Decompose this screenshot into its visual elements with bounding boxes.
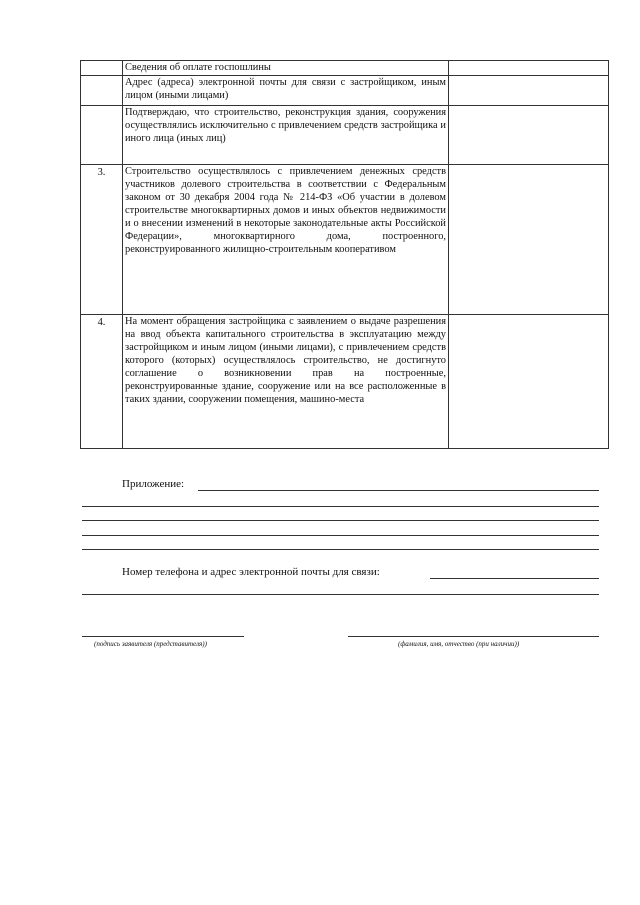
table-row	[81, 76, 609, 106]
applicant-signature-caption: (подпись заявителя (представителя))	[94, 640, 207, 648]
row-value-field[interactable]	[449, 61, 609, 76]
appendix-line-3[interactable]	[82, 520, 599, 521]
info-table	[80, 60, 609, 449]
row-number: 4.	[81, 315, 123, 449]
row-value-field[interactable]	[449, 106, 609, 165]
row-label: Строительство осуществлялось с привлечением денежных средств участников долевого строительства в соответствии с Федеральным законом от 30 декабря 2004 года № 214-ФЗ «Об участии в долевом строительстве многоквартирных домов и иных объектов недвижимости и о внесении изменений в некоторые законодательные акты Российской Федерации», многоквартирного дома, построенного, реконструированного жилищно-строительным кооперативом	[123, 165, 449, 315]
table-row	[81, 165, 609, 315]
applicant-signature-line[interactable]	[82, 636, 244, 637]
contact-input-line[interactable]	[430, 578, 599, 579]
contact-line-2[interactable]	[82, 594, 599, 595]
row-value-field[interactable]	[449, 165, 609, 315]
row-number	[81, 76, 123, 106]
table-row	[81, 315, 609, 449]
row-value-field[interactable]	[449, 76, 609, 106]
appendix-line-5[interactable]	[82, 549, 599, 550]
row-label: Сведения об оплате госпошлины	[123, 61, 449, 76]
applicant-name-line[interactable]	[348, 636, 599, 637]
appendix-label: Приложение:	[122, 478, 185, 490]
row-label: Подтверждаю, что строительство, реконструкция здания, сооружения осуществлялись исключительно с привлечением средств застройщика и иного лица (иных лиц)	[123, 106, 449, 165]
row-number	[81, 106, 123, 165]
row-label: Адрес (адреса) электронной почты для связи с застройщиком, иным лицом (иными лицами)	[123, 76, 449, 106]
table-row	[81, 61, 609, 76]
row-value-field[interactable]	[449, 315, 609, 449]
applicant-name-caption: (фамилия, имя, отчество (при наличии))	[398, 640, 520, 648]
contact-label: Номер телефона и адрес электронной почты для связи:	[122, 566, 380, 578]
appendix-input-line[interactable]	[198, 490, 599, 491]
row-number	[81, 61, 123, 76]
row-label: На момент обращения застройщика с заявлением о выдаче разрешения на ввод объекта капитального строительства в эксплуатацию между застройщиком и иным лицом (иными лицами), с привлечением средств которого (которых) осуществлялось строительство, не достигнуто соглашение о возникновении прав на построенные, реконструированные здание, сооружение или на все расположенные в таких здании, сооружении помещения, машино-места	[123, 315, 449, 449]
table-row	[81, 106, 609, 165]
appendix-line-2[interactable]	[82, 506, 599, 507]
appendix-line-4[interactable]	[82, 535, 599, 536]
row-number: 3.	[81, 165, 123, 315]
